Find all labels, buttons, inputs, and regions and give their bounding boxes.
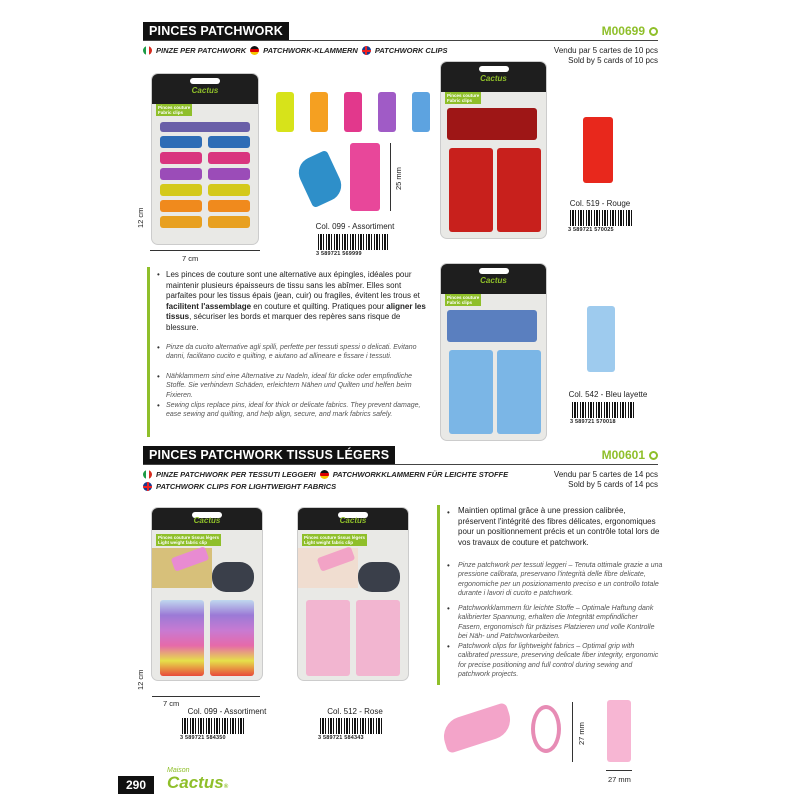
purple-clip	[378, 92, 396, 132]
pink-clip-side	[531, 705, 561, 753]
barcode	[570, 210, 634, 226]
description-fr: Maintien optimal grâce à une pression calibrée, préservent l'intégrité des fibres délicates, ergonomiques pour un positionnement précis et un contrôle total lors de vos travaux de couture et patchwork.	[458, 506, 660, 547]
blue-clip	[412, 92, 430, 132]
barcode	[318, 234, 390, 250]
light-blue-clip	[587, 306, 615, 372]
section1-title: PINCES PATCHWORK	[143, 22, 289, 40]
red-clip	[583, 117, 613, 183]
section1-code: M00699	[602, 24, 658, 38]
accent-bar	[437, 505, 440, 685]
lang-row-3: PATCHWORK CLIPS FOR LIGHTWEIGHT FABRICS	[143, 482, 336, 491]
height-dimension: 12 cm	[136, 669, 145, 690]
height-dimension: 12 cm	[136, 207, 145, 228]
italy-flag-icon	[143, 470, 152, 479]
description-en: Patchwork clips for lightweight fabrics – Optimal grip with calibrated pressure, preserving delicate fiber integrity, ergonomic for precise positioning and full control during sewing and patchwork projects.	[458, 643, 659, 679]
germany-flag-icon	[320, 470, 329, 479]
width-dimension: 7 cm	[182, 254, 199, 263]
section2-title: PINCES PATCHWORK TISSUS LÉGERS	[143, 446, 395, 464]
circle-icon	[649, 451, 658, 460]
description-de: Nähklammern sind eine Alternative zu Nadeln, ideal für dicke oder empfindliche Stoffe. Sie verhindern Schäden, erleichtern Nähen und Quilten und helfen beim Fixieren.	[166, 373, 413, 399]
divider	[143, 464, 658, 465]
lang-row-2: PINZE PATCHWORK PER TESSUTI LEGGERI PATCHWORKKLAMMERN FÜR LEICHTE STOFFE	[143, 470, 508, 479]
uk-flag-icon	[143, 482, 152, 491]
body-text: , sécuriser les bords et marquer des repères sans risque de blessure.	[166, 312, 401, 332]
product-card-light-assortment: Cactus Pinces couture tissus légers Light weight fabric clip	[152, 508, 262, 680]
barcode	[572, 402, 636, 418]
brand-small: Maison	[167, 767, 190, 774]
body-text: Les pinces de couture sont une alternative aux épingles, idéales pour maintenir plusieurs épaisseurs de tissu sans les abîmer. Elles sont parfaites pour les tissus épais (jean, cuir) ou fragiles, évitent les trous et	[166, 270, 420, 301]
description-fr	[166, 270, 432, 334]
circle-icon	[649, 27, 658, 36]
description-de: Patchworkklammern für leichte Stoffe – Optimale Haftung dank kalibrierter Spannung, erhalten die Integrität empfindlicher Fasern, ergonomisch für präzises Platzieren und volle Kontrolle bei Näh- und Patchworkarbeiten.	[458, 605, 655, 641]
sold-by-1: Vendu par 5 cartes de 10 pcs Sold by 5 cards of 10 pcs	[553, 46, 658, 65]
emphasis-text: facilitent l'assemblage	[166, 301, 252, 311]
page-number: 290	[118, 776, 154, 794]
clip-height-dimension: 27 mm	[577, 722, 586, 745]
pink-clip	[344, 92, 362, 132]
lang-row-1: PINZE PER PATCHWORK PATCHWORK-KLAMMERN PATCHWORK CLIPS	[143, 46, 448, 55]
yellow-clip	[276, 92, 294, 132]
brand-logo: Cactus®	[167, 773, 229, 792]
description-it: Pinze patchwork per tessuti leggeri – Tenuta ottimale grazie a una pressione calibrata, preservano l'integrità delle fibre delicate, ergonomiche per un posizionamento preciso e un controllo totale durante i lavori di cucito e patchwork.	[458, 562, 663, 598]
uk-flag-icon	[362, 46, 371, 55]
product-card-blue: Cactus Pinces couture Fabric clips	[441, 264, 546, 440]
description-it: Pinze da cucito alternative agli spilli, perfette per tessuti spessi o delicati. Evitano danni, facilitano cucito e quilting, e aiutano ad allineare e fissare i tessuti.	[166, 344, 417, 361]
accent-bar	[147, 267, 150, 437]
product-card-assortment: Cactus Pinces couture Fabric clips	[152, 74, 258, 244]
italy-flag-icon	[143, 46, 152, 55]
product-card-red: Cactus Pinces couture Fabric clips	[441, 62, 546, 238]
pink-clip-large	[350, 143, 380, 211]
width-dimension: 7 cm	[163, 699, 180, 708]
clip-dimension: 25 mm	[394, 167, 403, 190]
pink-clip-front	[607, 700, 631, 762]
clip-width-dimension: 27 mm	[608, 775, 631, 784]
germany-flag-icon	[250, 46, 259, 55]
product-card-rose: Cactus Pinces couture tissus légers Light weight fabric clip	[298, 508, 408, 680]
section2-code: M00601	[602, 448, 658, 462]
divider	[143, 40, 658, 41]
emphasis-text: aligner les tissus	[166, 301, 426, 322]
description-en: Sewing clips replace pins, ideal for thick or delicate fabrics. They prevent damage, ease sewing and quilting, and help align, secure, and mark fabrics safely.	[166, 402, 421, 419]
barcode	[182, 718, 246, 734]
variant-caption: Col. 099 - Assortiment	[315, 222, 395, 231]
sold-by-2: Vendu par 5 cartes de 14 pcs Sold by 5 cards of 14 pcs	[553, 470, 658, 489]
blue-clip-side	[294, 150, 347, 209]
body-text: en couture et quilting. Pratiques pour	[251, 301, 387, 311]
pink-clip-open	[439, 702, 515, 754]
orange-clip	[310, 92, 328, 132]
barcode	[320, 718, 384, 734]
